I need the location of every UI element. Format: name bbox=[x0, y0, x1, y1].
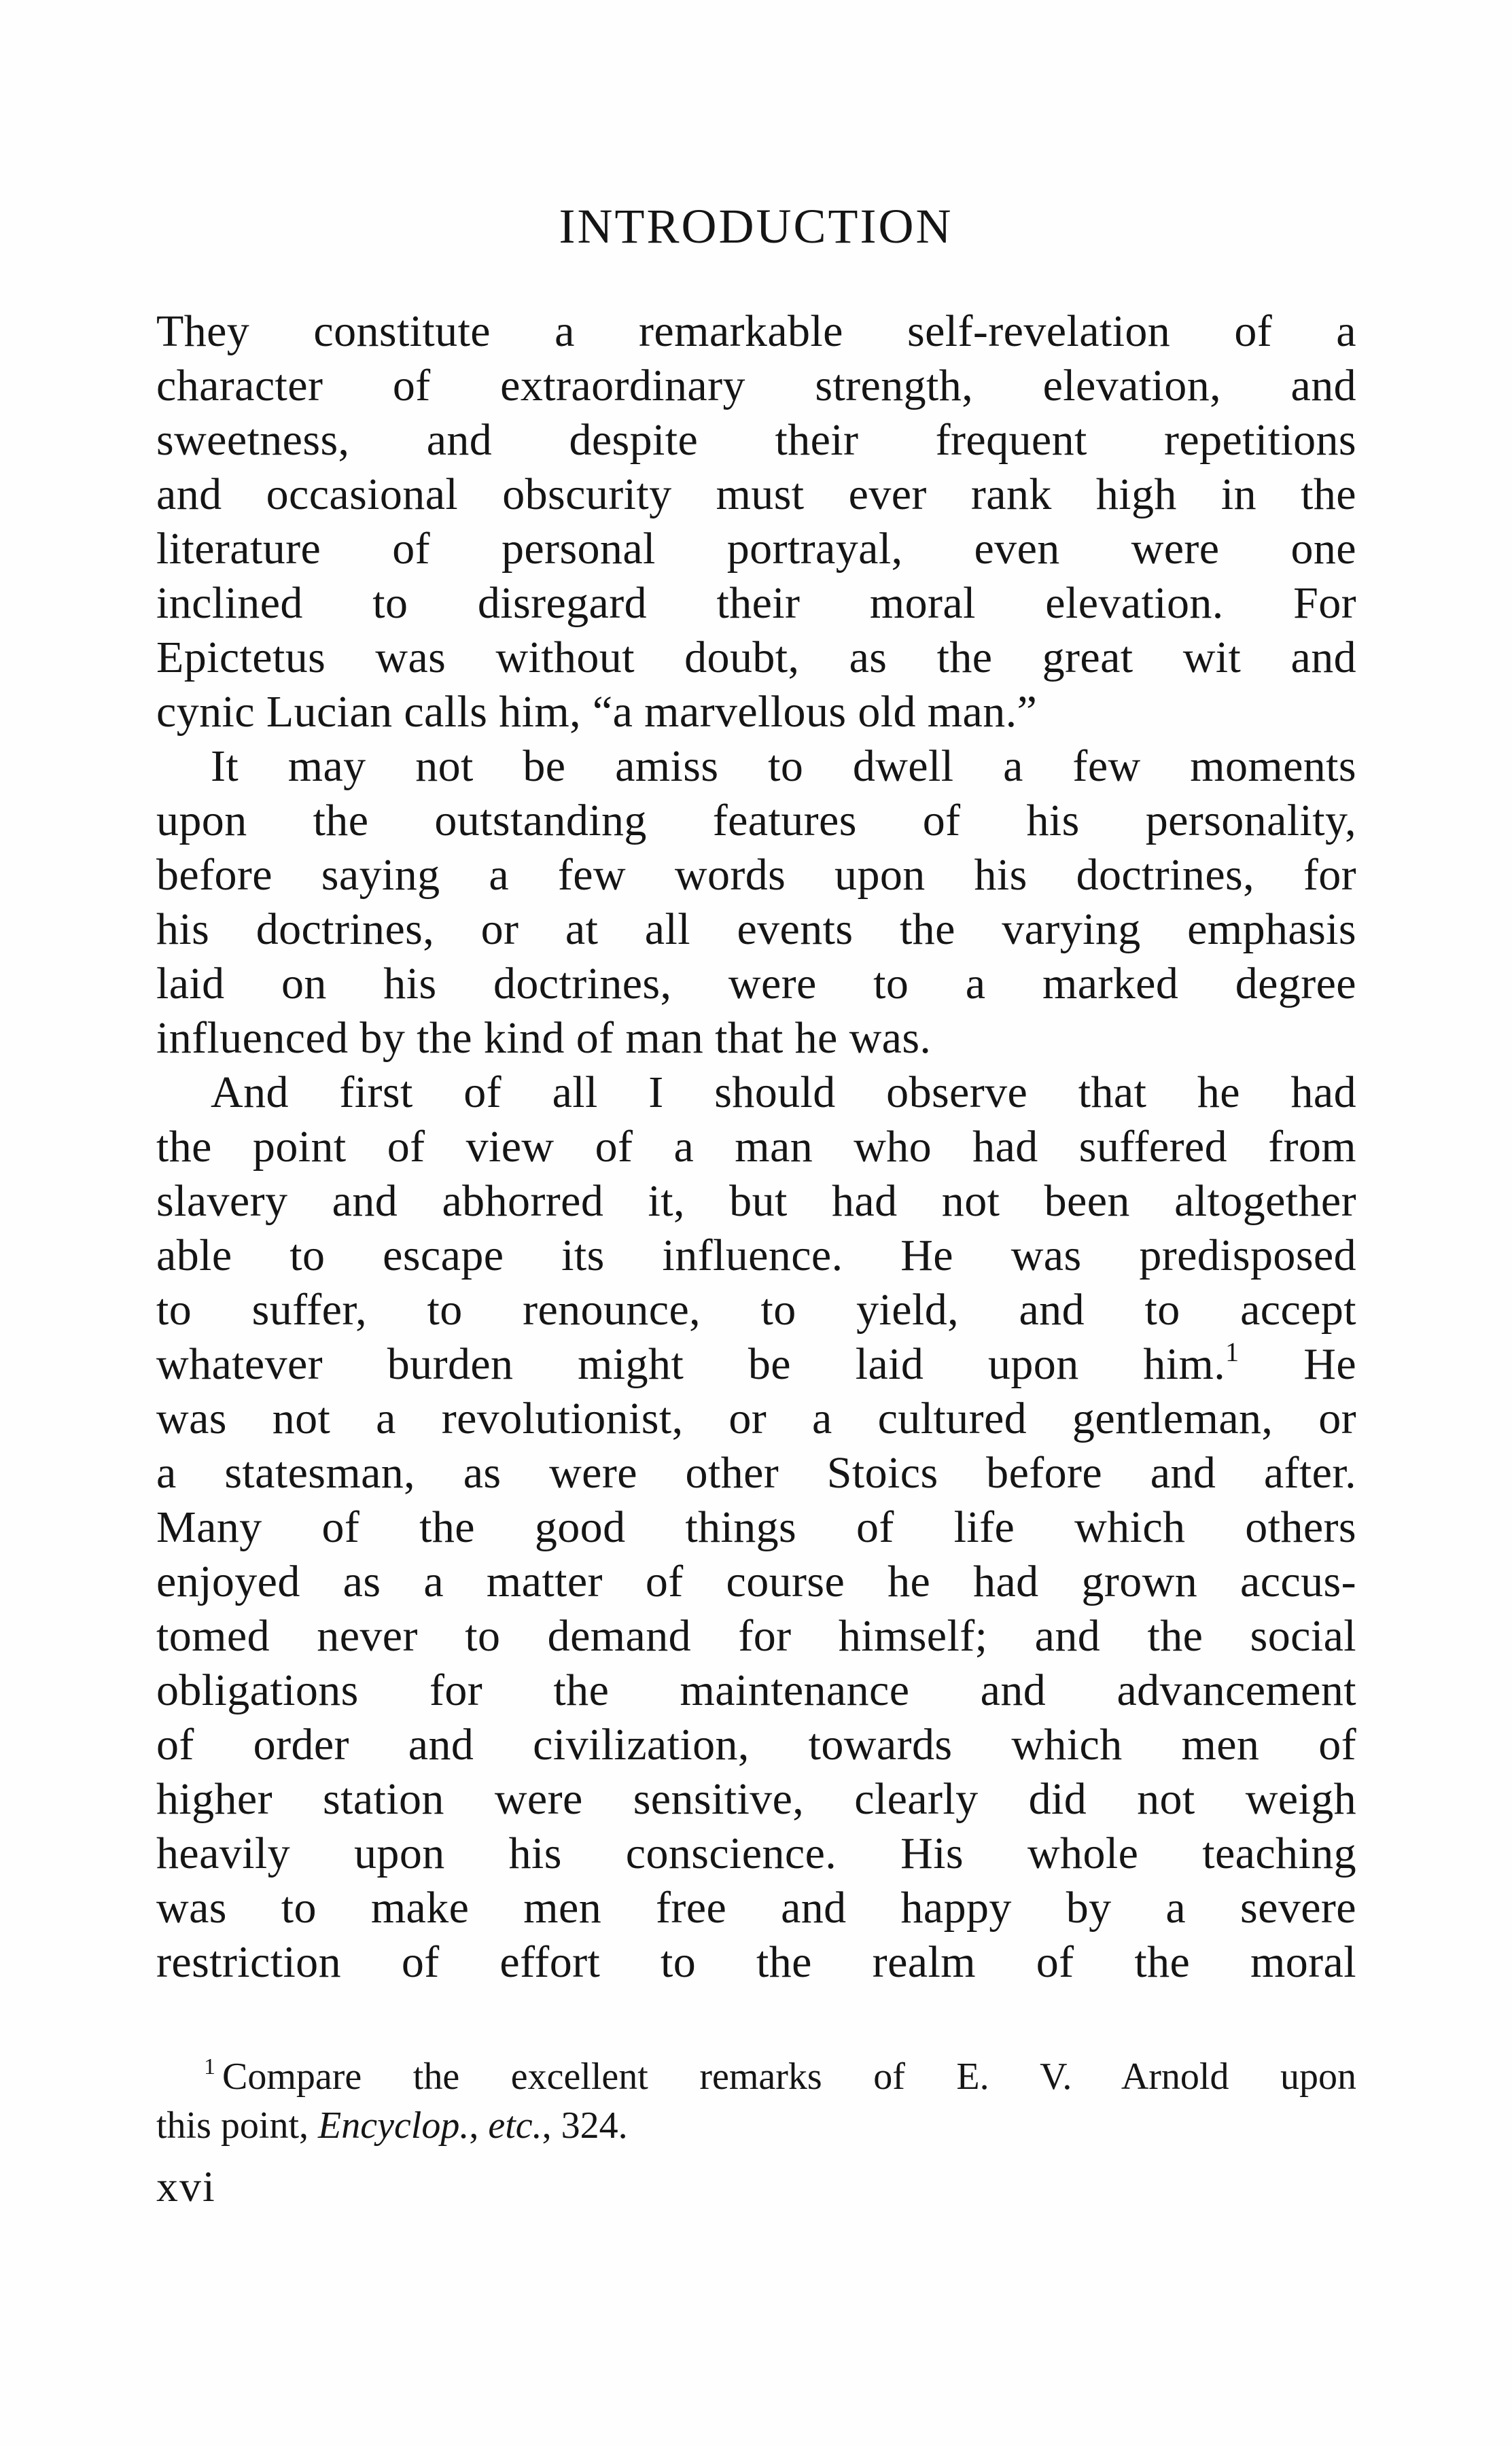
text-line: restriction of effort to the realm of the moral bbox=[156, 1937, 1356, 1987]
text-line: It may not be amiss to dwell a few moments bbox=[211, 741, 1356, 791]
text-line: laid on his doctrines, were to a marked degree bbox=[156, 959, 1356, 1008]
footnote-marker: 1 bbox=[204, 2054, 215, 2079]
text-line: was not a revolutionist, or a cultured gentleman, or bbox=[156, 1394, 1356, 1443]
text-line: slavery and abhorred it, but had not been altogether bbox=[156, 1176, 1356, 1226]
text-line: Many of the good things of life which others bbox=[156, 1502, 1356, 1552]
footnote-line bbox=[156, 2052, 1356, 2101]
text-line: obligations for the maintenance and advancement bbox=[156, 1666, 1356, 1715]
text-line: sweetness, and despite their frequent repetitions bbox=[156, 415, 1356, 465]
text-line: able to escape its influence. He was predisposed bbox=[156, 1231, 1356, 1280]
text-line: before saying a few words upon his doctrines, for bbox=[156, 850, 1356, 900]
text-line: of order and civilization, towards which men of bbox=[156, 1720, 1356, 1770]
text-line: enjoyed as a matter of course he had grown accus- bbox=[156, 1557, 1356, 1606]
text-line: tomed never to demand for himself; and the social bbox=[156, 1611, 1356, 1661]
text-line: They constitute a remarkable self-revelation of a bbox=[156, 306, 1356, 356]
text-line: character of extraordinary strength, elevation, and bbox=[156, 361, 1356, 410]
footnote-text: Compare the excellent remarks of E. V. Arnold upon bbox=[222, 2056, 1356, 2098]
text-line: was to make men free and happy by a severe bbox=[156, 1883, 1356, 1933]
text-segment: He bbox=[1303, 1339, 1357, 1389]
text-line: literature of personal portrayal, even were one bbox=[156, 524, 1356, 574]
footnote bbox=[156, 2052, 1356, 2150]
text-segment: whatever burden might be laid upon him. bbox=[156, 1339, 1226, 1389]
text-line: inclined to disregard their moral elevation. For bbox=[156, 578, 1356, 628]
footnote-line bbox=[156, 2101, 1356, 2150]
text-line: And first of all I should observe that he had bbox=[211, 1068, 1356, 1117]
footnote-italic-title: Encyclop. bbox=[318, 2105, 470, 2147]
text-line: the point of view of a man who had suffered from bbox=[156, 1122, 1356, 1172]
text-line: to suffer, to renounce, to yield, and to accept bbox=[156, 1285, 1356, 1335]
footnote-text: , bbox=[469, 2105, 489, 2147]
page-number: xvi bbox=[156, 2162, 216, 2211]
footnote-reference[interactable]: 1 bbox=[1225, 1337, 1240, 1367]
running-head: INTRODUCTION bbox=[559, 199, 953, 253]
text-line: heavily upon his conscience. His whole teaching bbox=[156, 1829, 1356, 1878]
text-line: and occasional obscurity must ever rank high in the bbox=[156, 470, 1356, 519]
text-line: cynic Lucian calls him, “a marvellous old man.” bbox=[156, 687, 1038, 737]
text-line-with-footnote-ref bbox=[156, 1337, 1356, 1392]
text-line: higher station were sensitive, clearly did not weigh bbox=[156, 1774, 1356, 1824]
footnote-text: this point, bbox=[156, 2105, 319, 2147]
text-line: influenced by the kind of man that he was. bbox=[156, 1013, 932, 1063]
footnote-italic-etc: etc. bbox=[488, 2105, 542, 2147]
text-line: a statesman, as were other Stoics before and after. bbox=[156, 1448, 1356, 1498]
body-text bbox=[156, 304, 1356, 1990]
text-line: Epictetus was without doubt, as the great wit and bbox=[156, 633, 1356, 682]
footnote-text: , 324. bbox=[542, 2105, 628, 2147]
text-line: upon the outstanding features of his personality, bbox=[156, 796, 1356, 845]
text-line: his doctrines, or at all events the varying emphasis bbox=[156, 904, 1356, 954]
